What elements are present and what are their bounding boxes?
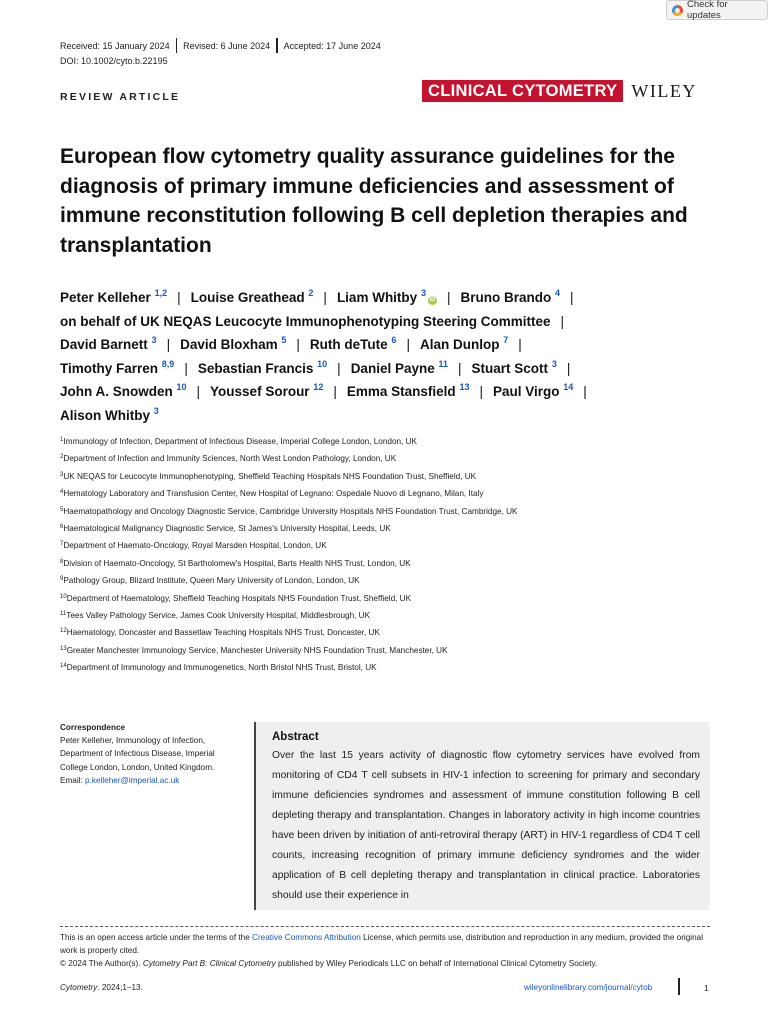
author-separator: |	[479, 384, 483, 400]
author-affiliation-ref[interactable]: 3	[153, 405, 159, 416]
author-affiliation-ref[interactable]: 3	[551, 358, 557, 369]
author-name: Peter Kelleher	[60, 290, 151, 305]
crossmark-icon	[672, 5, 683, 16]
affiliation	[60, 593, 720, 610]
affiliation-text: Tees Valley Pathology Service, James Cook University Hospital, Middlesbrough, UK	[66, 610, 371, 620]
author-separator: |	[323, 290, 327, 305]
affiliation	[60, 488, 720, 505]
abstract-text: Over the last 15 years activity of diagnostic flow cytometry services have evolved from monitoring of CD4 T cell subsets in HIV-1 infection to screening for primary and secondary immune deficiencies syndromes and assessment of immune constitution following B cell depleting therapy and transplantation. Changes in laboratory activity in high income countries have been driven by initiation of anti-retroviral therapy (ART) in HIV-1 regardless of CD4 T cell counts, increasing recognition of primary immune deficiency syndromes and the wider application of B cell depleting therapy and transplantation in clinical practice. Laboratories should use their experience in	[272, 750, 700, 901]
license-notice	[60, 931, 720, 971]
affiliation-text: Immunology of Infection, Department of Infectious Disease, Imperial College London, London, UK	[63, 437, 417, 446]
author-affiliation-ref[interactable]: 14	[563, 382, 574, 393]
author-name: Louise Greathead	[190, 290, 305, 305]
date-divider	[176, 38, 178, 53]
author-affiliation-ref[interactable]: 6	[391, 335, 397, 346]
creative-commons-link[interactable]: Creative Commons Attribution	[252, 933, 361, 942]
correspondence-heading: Correspondence	[60, 723, 126, 732]
revised-date: Revised: 6 June 2024	[183, 40, 271, 51]
author[interactable]	[191, 290, 314, 305]
journal-logo: CLINICAL CYTOMETRY	[422, 80, 623, 102]
author-name: Ruth deTute	[309, 337, 388, 353]
author-affiliation-ref[interactable]: 12	[313, 382, 324, 393]
affiliation	[60, 627, 720, 644]
affiliation-number: 1	[60, 437, 64, 443]
author-separator: |	[583, 384, 587, 400]
license-text-post: License, which permits use, distribution and reproduction in any medium, provided the original work is properly cited.	[60, 933, 704, 956]
author-affiliation-ref[interactable]: 13	[459, 382, 470, 393]
author-list	[60, 286, 720, 428]
affiliation	[60, 610, 720, 627]
author[interactable]	[197, 358, 328, 376]
affiliation	[60, 523, 720, 540]
author[interactable]	[60, 358, 175, 376]
author-name: Timothy Farren	[60, 360, 159, 376]
affiliation-number: 7	[60, 541, 64, 548]
license-text-pre: This is an open access article under the terms of the	[60, 933, 253, 942]
affiliation-text: Division of Haemato-Oncology, St Bartholomew's Hospital, Barts Health NHS Trust, London, UK	[63, 558, 411, 568]
received-date: Received: 15 January 2024	[60, 40, 170, 51]
accepted-date: Accepted: 17 June 2024	[283, 40, 381, 51]
author-name: Alan Dunlop	[419, 337, 500, 353]
author-separator: |	[296, 337, 300, 353]
author-name: Stuart Scott	[471, 360, 549, 376]
correspondence-email-link[interactable]: p.kelleher@imperial.ac.uk	[85, 775, 180, 785]
author[interactable]	[337, 290, 437, 305]
author-separator: |	[446, 290, 451, 305]
author-separator: |	[406, 337, 410, 353]
doi[interactable]: DOI: 10.1002/cyto.b.22195	[60, 56, 168, 66]
author-affiliation-ref[interactable]: 7	[503, 335, 509, 346]
author-separator: |	[177, 290, 181, 305]
author[interactable]	[460, 290, 560, 305]
affiliation	[60, 575, 720, 592]
affiliation-number: 10	[60, 593, 67, 600]
author[interactable]	[60, 314, 551, 329]
author[interactable]	[180, 337, 286, 352]
affiliation	[60, 506, 720, 523]
copyright-post: published by Wiley Periodicals LLC on behalf of International Clinical Cytometry Society.	[275, 959, 598, 969]
footer-journal: Cytometry	[60, 983, 98, 992]
author-name: David Barnett	[60, 337, 148, 353]
affiliation	[60, 558, 720, 575]
affiliation	[60, 540, 720, 557]
affiliation-number: 13	[60, 645, 67, 652]
author-name: Youssef Sorour	[210, 384, 310, 400]
page-number: 1	[704, 983, 709, 993]
correspondence	[60, 721, 245, 787]
author[interactable]	[347, 384, 470, 399]
author-name: Liam Whitby	[336, 290, 418, 305]
author[interactable]	[350, 358, 449, 376]
author[interactable]	[60, 337, 157, 352]
footnote-divider	[60, 926, 710, 927]
journal-url-link[interactable]: wileyonlinelibrary.com/journal/cytob	[524, 983, 653, 992]
affiliation-number: 5	[60, 506, 64, 513]
copyright-pre: © 2024 The Author(s).	[60, 959, 143, 969]
author-affiliation-ref[interactable]: 8,9	[161, 358, 175, 369]
author-affiliation-ref[interactable]: 3	[151, 335, 157, 346]
affiliation	[60, 453, 720, 470]
author-affiliation-ref[interactable]: 4	[555, 288, 561, 298]
author-affiliation-ref[interactable]: 10	[176, 382, 187, 393]
correspondence-line: Department of Infectious Disease, Imperial	[60, 749, 215, 759]
date-divider	[276, 38, 278, 53]
orcid-icon[interactable]: iD	[429, 297, 436, 303]
affiliation-number: 11	[60, 610, 67, 617]
email-label: Email:	[60, 775, 86, 785]
affiliation-number: 14	[60, 663, 67, 670]
author-name: David Bloxham	[180, 337, 278, 353]
author-name: Emma Stansfield	[346, 384, 456, 400]
affiliation	[60, 662, 720, 679]
affiliation-number: 3	[60, 471, 64, 478]
footer-citation-text: . 2024;1–13.	[97, 983, 143, 992]
correspondence-line: College London, London, United Kingdom.	[60, 762, 215, 772]
author-separator: |	[166, 337, 171, 353]
author-name: Sebastian Francis	[197, 360, 314, 376]
check-for-updates-button[interactable]	[666, 0, 768, 20]
affiliation	[60, 645, 720, 662]
author-name: John A. Snowden	[60, 384, 173, 400]
publisher-logo: WILEY	[631, 80, 697, 101]
author-affiliation-ref[interactable]: 1,2	[154, 288, 168, 298]
affiliation-text: Hematology Laboratory and Transfusion Center, New Hospital of Legnano: Ospedale Nuovo di Legnano, Milan, Italy	[63, 489, 484, 499]
author-separator: |	[518, 337, 522, 353]
author-name: on behalf of UK NEQAS Leucocyte Immunophenotyping Steering Committee	[60, 313, 551, 329]
author-affiliation-ref[interactable]: 5	[281, 335, 287, 346]
copyright-journal: Cytometry Part B: Clinical Cytometry	[142, 959, 276, 969]
author[interactable]	[471, 358, 557, 376]
author[interactable]	[60, 290, 167, 305]
author-separator: |	[570, 290, 574, 305]
article-dates	[60, 39, 387, 52]
footer-citation	[60, 983, 143, 992]
author-name: Daniel Payne	[350, 360, 435, 376]
affiliation-text: Department of Infection and Immunity Sciences, North West London Pathology, London, UK	[63, 454, 397, 464]
author-name: Alison Whitby	[60, 407, 150, 423]
affiliation-number: 2	[60, 454, 64, 461]
journal-brand	[422, 80, 697, 102]
affiliation-text: Department of Haematology, Sheffield Teaching Hospitals NHS Foundation Trust, Sheffield, UK	[66, 593, 412, 603]
author-affiliation-ref[interactable]: 3	[420, 288, 426, 298]
author[interactable]	[310, 337, 397, 352]
author-separator: |	[560, 313, 565, 329]
affiliation	[60, 436, 720, 453]
correspondence-email-line	[60, 774, 245, 787]
affiliation-text: Haematopathology and Oncology Diagnostic Service, Cambridge University Hospitals NHS Foundation Trust, Cambridge, UK	[63, 506, 518, 516]
footer-divider	[678, 978, 680, 995]
correspondence-line: Peter Kelleher, Immunology of Infection,	[60, 736, 206, 746]
author-separator: |	[196, 384, 201, 400]
affiliation-text: UK NEQAS for Leucocyte Immunophenotyping, Sheffield Teaching Hospitals NHS Foundation Trust, Sheffield, UK	[63, 471, 477, 481]
author[interactable]	[210, 384, 323, 399]
affiliation-text: Haematological Malignancy Diagnostic Service, St James's University Hospital, Leeds, UK	[63, 523, 391, 533]
article-type: REVIEW ARTICLE	[60, 91, 181, 103]
author-name: Bruno Brando	[460, 290, 552, 305]
affiliation-text: Department of Haemato-Oncology, Royal Marsden Hospital, London, UK	[63, 541, 327, 551]
affiliation-number: 4	[60, 489, 64, 496]
abstract-box	[254, 722, 710, 910]
affiliation-text: Pathology Group, Blizard Institute, Queen Mary University of London, London, UK	[63, 576, 360, 586]
abstract-heading: Abstract	[272, 731, 319, 743]
affiliation-number: 6	[60, 523, 64, 530]
affiliation-text: Greater Manchester Immunology Service, Manchester University NHS Foundation Trust, Manchester, UK	[66, 645, 448, 655]
affiliation-number: 9	[60, 576, 64, 583]
author-separator: |	[337, 360, 341, 376]
affiliation-number: 8	[60, 558, 64, 565]
affiliation-text: Department of Immunology and Immunogenetics, North Bristol NHS Trust, Bristol, UK	[66, 663, 377, 673]
author-affiliation-ref[interactable]: 10	[317, 358, 328, 369]
author[interactable]	[420, 337, 508, 352]
article-title: European flow cytometry quality assurance guidelines for the diagnosis of primary immune deficiencies and assessment of immune reconstitution following B cell depletion therapies and transplantation	[60, 145, 688, 257]
author-separator: |	[333, 384, 337, 400]
author[interactable]	[60, 405, 159, 423]
affiliation-list	[60, 436, 720, 679]
author-affiliation-ref[interactable]: 2	[308, 288, 314, 298]
author[interactable]	[493, 384, 573, 399]
author-separator: |	[566, 360, 571, 376]
affiliation	[60, 471, 720, 488]
author-name: Paul Virgo	[492, 384, 560, 400]
affiliation-number: 12	[60, 628, 67, 635]
author-separator: |	[458, 360, 462, 376]
check-for-updates-label: Check for updates	[687, 0, 728, 21]
author-separator: |	[184, 360, 188, 376]
affiliation-text: Haematology, Doncaster and Bassetlaw Teaching Hospitals NHS Trust, Doncaster, UK	[66, 628, 380, 638]
author[interactable]	[60, 384, 187, 399]
author-affiliation-ref[interactable]: 11	[438, 358, 449, 369]
